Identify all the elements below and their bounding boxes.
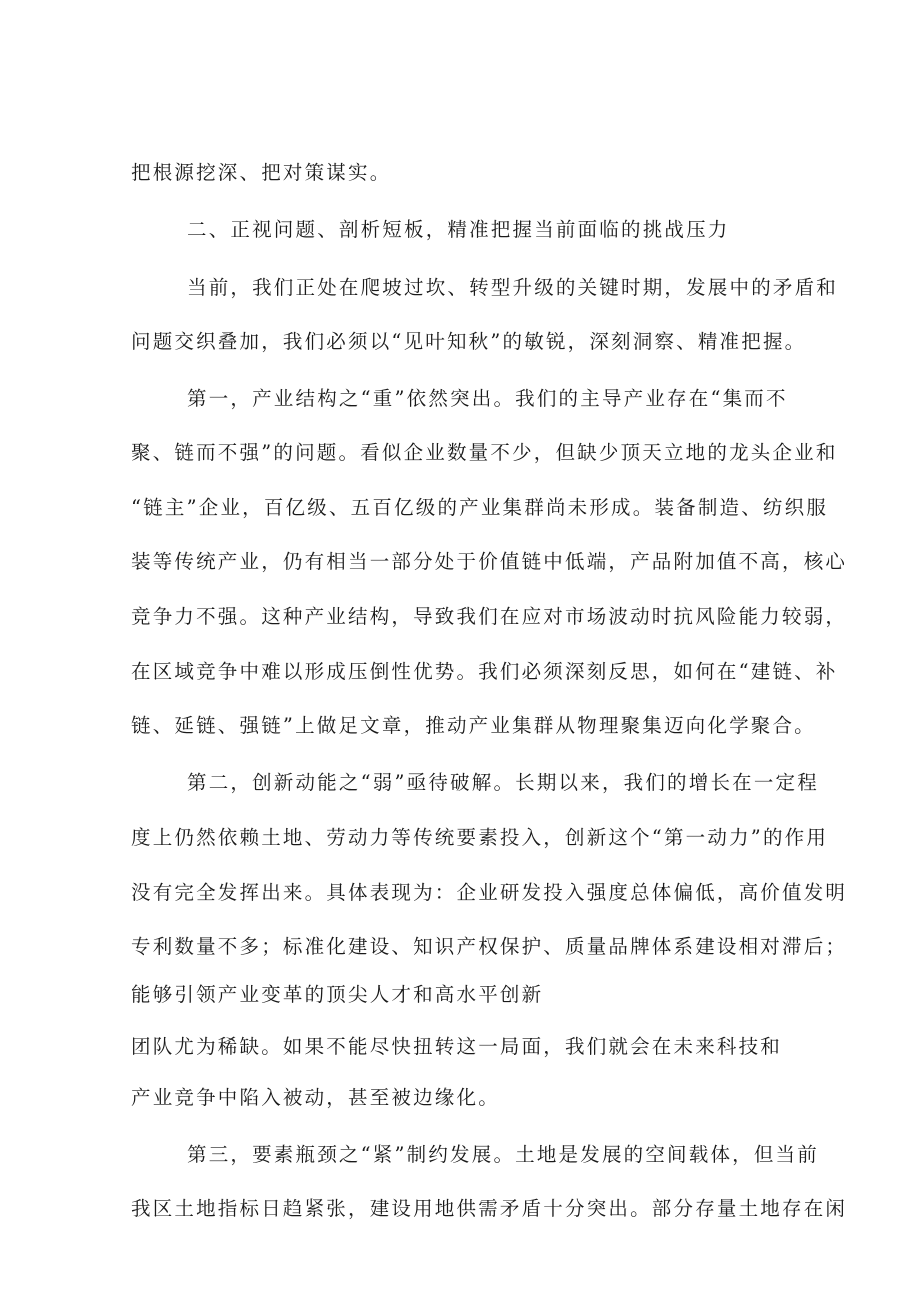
text-line: 专利数量不多；标准化建设、知识产权保护、质量品牌体系建设相对滞后； <box>131 935 848 958</box>
text-line: 我区土地指标日趋紧张，建设用地供需矛盾十分突出。部分存量土地存在闲 <box>131 1197 848 1220</box>
text-line: 把根源挖深、把对策谋实。 <box>131 161 392 184</box>
text-line: 在区域竞争中难以形成压倒性优势。我们必须深刻反思，如何在“建链、补 <box>131 660 838 683</box>
text-line: 竞争力不强。这种产业结构，导致我们在应对市场波动时抗风险能力较弱， <box>131 605 848 628</box>
text-line: 没有完全发挥出来。具体表现为：企业研发投入强度总体偏低，高价值发明 <box>131 881 848 904</box>
text-line: 度上仍然依赖土地、劳动力等传统要素投入，创新这个“第一动力”的作用 <box>131 826 829 849</box>
text-line: 能够引领产业变革的顶尖人才和高水平创新 <box>131 983 544 1006</box>
text-line: 产业竞争中陷入被动，甚至被边缘化。 <box>131 1086 500 1109</box>
text-line: 第二，创新动能之“弱”亟待破解。长期以来，我们的增长在一定程 <box>187 771 819 794</box>
text-line: “链主”企业，百亿级、五百亿级的产业集群尚未形成。装备制造、纺织服 <box>131 496 829 519</box>
section-heading: 二、正视问题、剖析短板，精准把握当前面临的挑战压力 <box>187 218 730 241</box>
text-line: 第一，产业结构之“重”依然突出。我们的主导产业存在“集而不 <box>187 387 788 410</box>
text-line: 问题交织叠加，我们必须以“见叶知秋”的敏锐，深刻洞察、精准把握。 <box>131 330 807 353</box>
text-line: 聚、链而不强”的问题。看似企业数量不少，但缺少顶天立地的龙头企业和 <box>131 441 838 464</box>
text-line: 当前，我们正处在爬坡过坎、转型升级的关键时期，发展中的矛盾和 <box>187 276 839 299</box>
text-line: 装等传统产业，仍有相当一部分处于价值链中低端，产品附加值不高，核心 <box>131 550 848 573</box>
text-line: 链、延链、强链”上做足文章，推动产业集群从物理聚集迈向化学聚合。 <box>131 714 816 737</box>
text-line: 第三，要素瓶颈之“紧”制约发展。土地是发展的空间载体，但当前 <box>187 1143 819 1166</box>
text-line: 团队尤为稀缺。如果不能尽快扭转这一局面，我们就会在未来科技和 <box>131 1035 783 1058</box>
